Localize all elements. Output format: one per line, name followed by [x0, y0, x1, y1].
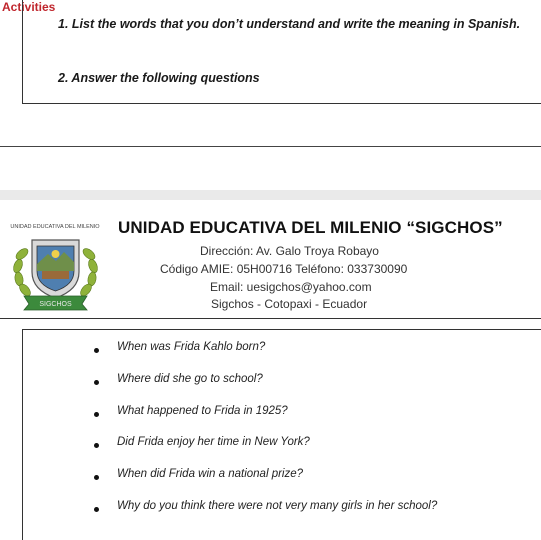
instruction-2: 2. Answer the following questions — [58, 71, 260, 85]
question-item: When was Frida Kahlo born? — [117, 341, 266, 353]
school-crest-icon — [8, 224, 103, 312]
school-location: Sigchos - Cotopaxi - Ecuador — [211, 297, 368, 311]
question-item: When did Frida win a national prize? — [117, 468, 304, 480]
divider — [0, 146, 541, 147]
logo-banner-text: SIGCHOS — [39, 301, 72, 308]
bullet-icon — [94, 348, 99, 353]
instruction-1: 1. List the words that you don’t understand and write the meaning in Spanish. — [58, 17, 521, 31]
bullet-icon — [94, 412, 99, 417]
question-item: Why do you think there were not very many girls in her school? — [117, 500, 438, 512]
divider — [0, 318, 541, 319]
page-break-band — [0, 190, 541, 200]
activities-heading: Activities — [2, 0, 56, 14]
school-code-phone: Código AMIE: 05H00716 Teléfono: 033730090 — [160, 262, 408, 276]
school-email: Email: uesigchos@yahoo.com — [210, 280, 372, 294]
bullet-icon — [94, 380, 99, 385]
activities-box — [22, 0, 541, 104]
logo-caption: UNIDAD EDUCATIVA DEL MILENIO — [10, 224, 100, 230]
bullet-icon — [94, 507, 99, 512]
school-address: Dirección: Av. Galo Troya Robayo — [200, 244, 379, 258]
bullet-icon — [94, 475, 99, 480]
school-logo — [8, 224, 103, 312]
question-item: What happened to Frida in 1925? — [117, 405, 288, 417]
question-item: Where did she go to school? — [117, 373, 263, 385]
question-item: Did Frida enjoy her time in New York? — [117, 436, 310, 448]
school-title: UNIDAD EDUCATIVA DEL MILENIO “SIGCHOS” — [118, 218, 503, 237]
bullet-icon — [94, 443, 99, 448]
